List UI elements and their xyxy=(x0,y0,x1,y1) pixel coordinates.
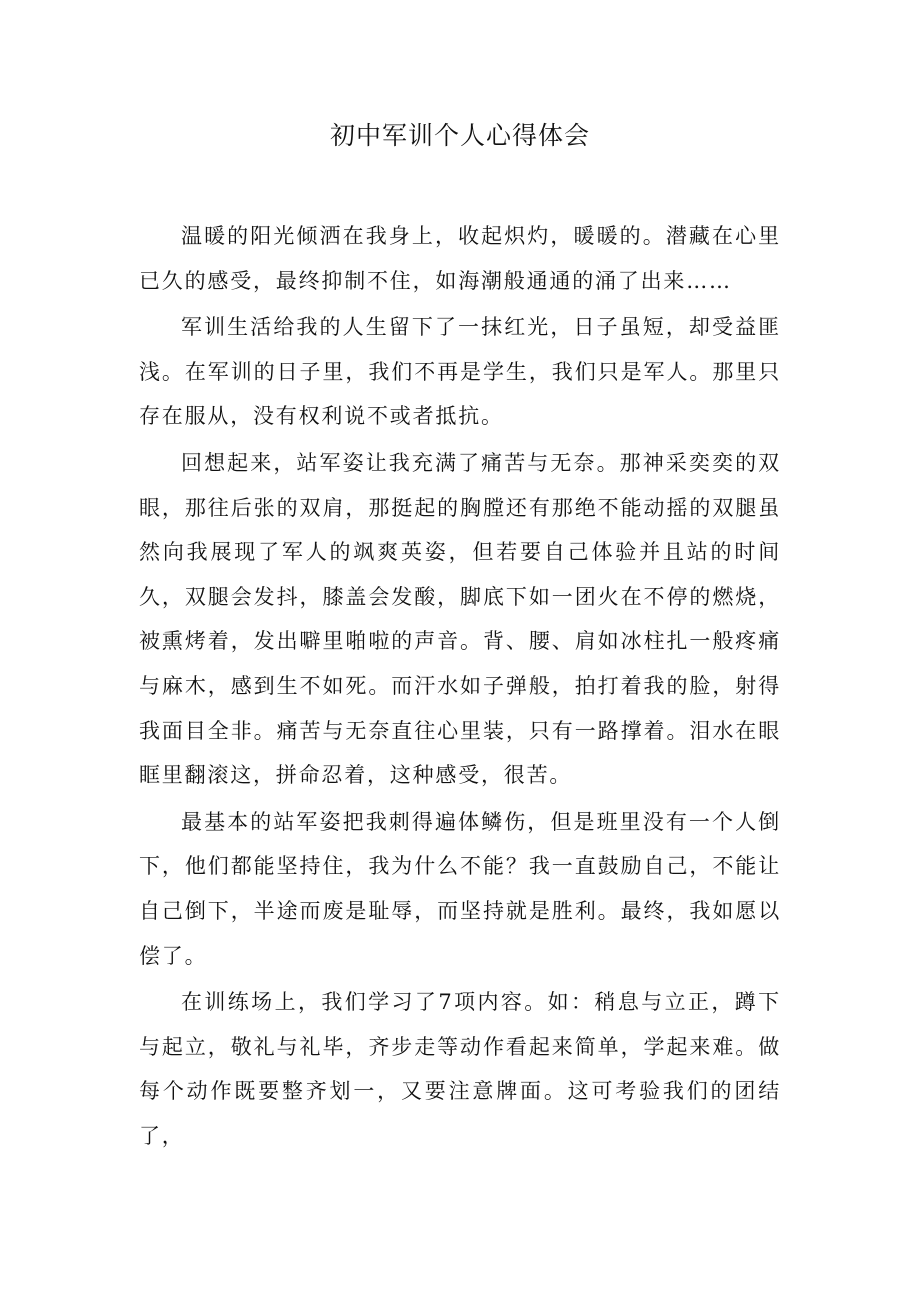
paragraph-4: 最基本的站军姿把我刺得遍体鳞伤，但是班里没有一个人倒下，他们都能坚持住，我为什么不能？我一直鼓励自己，不能让自己倒下，半途而废是耻辱，而坚持就是胜利。最终，我如愿以偿了。 xyxy=(139,809,781,968)
paragraph-2: 军训生活给我的人生留下了一抹红光，日子虽短，却受益匪浅。在军训的日子里，我们不再是学生，我们只是军人。那里只存在服从，没有权利说不或者抵抗。 xyxy=(139,315,781,429)
document-body xyxy=(139,214,781,1160)
paragraph-3: 回想起来，站军姿让我充满了痛苦与无奈。那神采奕奕的双眼，那往后张的双肩，那挺起的胸膛还有那绝不能动摇的双腿虽然向我展现了军人的飒爽英姿，但若要自己体验并且站的时间久，双腿会发抖，膝盖会发酸，脚底下如一团火在不停的燃烧，被熏烤着，发出噼里啪啦的声音。背、腰、肩如冰柱扎一般疼痛与麻木，感到生不如死。而汗水如子弹般，拍打着我的脸，射得我面目全非。痛苦与无奈直往心里装，只有一路撑着。泪水在眼眶里翻滚这，拼命忍着，这种感受，很苦。 xyxy=(139,450,781,788)
paragraph-1: 温暖的阳光倾洒在我身上，收起炽灼，暖暖的。潜藏在心里已久的感受，最终抑制不住，如海潮般通通的涌了出来…… xyxy=(139,224,781,293)
paragraph-5: 在训练场上，我们学习了7项内容。如：稍息与立正，蹲下与起立，敬礼与礼毕，齐步走等动作看起来简单，学起来难。做每个动作既要整齐划一，又要注意牌面。这可考验我们的团结了， xyxy=(139,990,781,1148)
document-title: 初中军训个人心得体会 xyxy=(329,121,590,150)
